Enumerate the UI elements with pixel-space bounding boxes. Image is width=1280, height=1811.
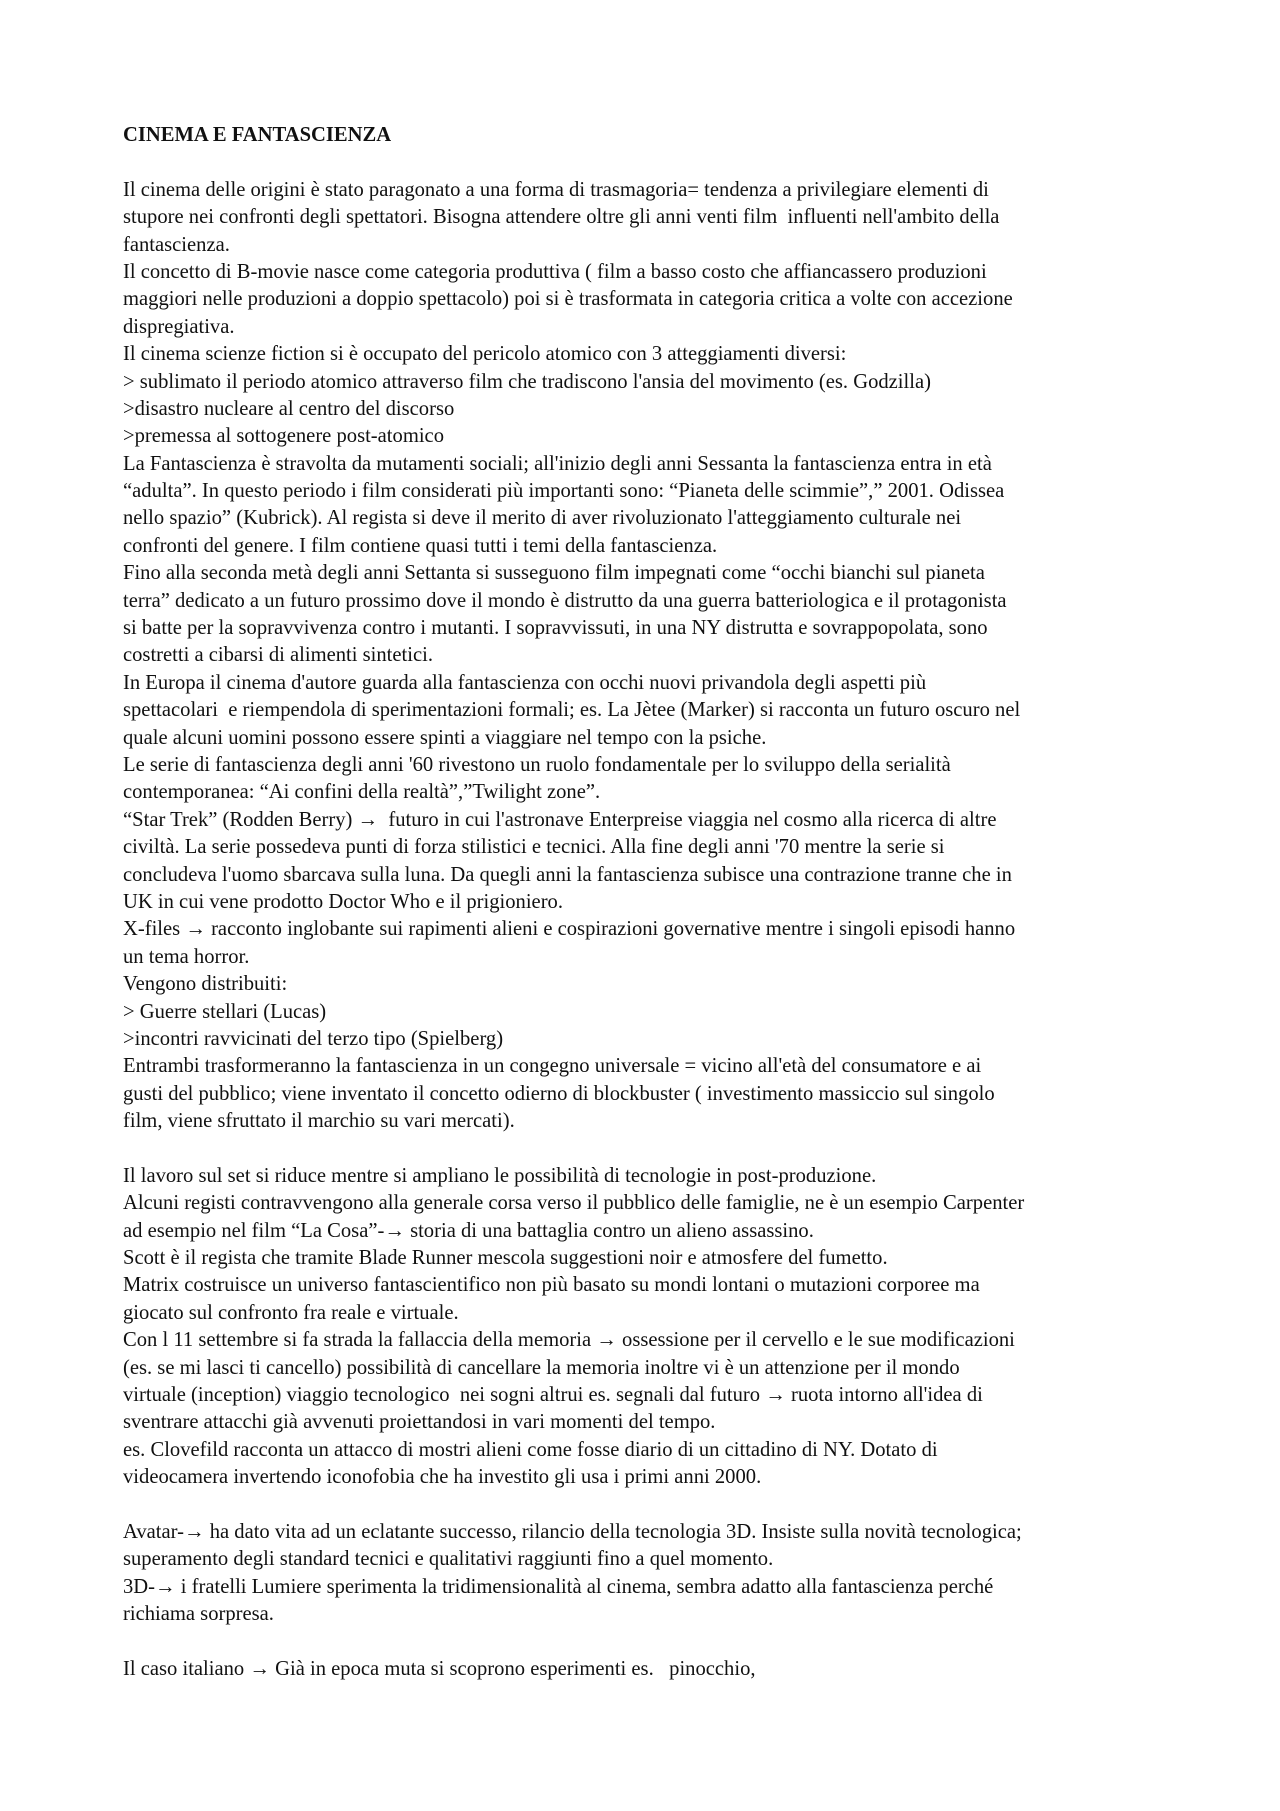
- text-line: Con l 11 settembre si fa strada la fallaccia della memoria → ossessione per il cervello e le sue modificazioni: [123, 1329, 1015, 1352]
- text-line: ad esempio nel film “La Cosa”-→ storia di una battaglia contro un alieno assassino.: [123, 1219, 814, 1242]
- text-line: fantascienza.: [123, 233, 230, 256]
- text-line: X-files → racconto inglobante sui rapimenti alieni e cospirazioni governative mentre i singoli episodi hanno: [123, 918, 1016, 941]
- text-line: In Europa il cinema d'autore guarda alla fantascienza con occhi nuovi privandola degli aspetti più: [123, 671, 927, 694]
- text-line: Il cinema delle origini è stato paragonato a una forma di trasmagoria= tendenza a privilegiare elementi di: [123, 178, 989, 201]
- document-body: [123, 149, 1168, 1683]
- text-line: Vengono distribuiti:: [123, 973, 288, 996]
- text-line: film, viene sfruttato il marchio su vari mercati).: [123, 1110, 515, 1133]
- text-line: un tema horror.: [123, 945, 250, 968]
- text-line: gusti del pubblico; viene inventato il concetto odierno di blockbuster ( investimento massiccio sul singolo: [123, 1082, 995, 1105]
- text-line: >disastro nucleare al centro del discorso: [123, 397, 455, 420]
- text-line: contemporanea: “Ai confini della realtà”,”Twilight zone”.: [123, 781, 601, 804]
- blank-line: [123, 149, 1168, 176]
- text-line: concludeva l'uomo sbarcava sulla luna. Da quegli anni la fantascienza subisce una contrazione tranne che in: [123, 863, 1012, 886]
- text-line: Le serie di fantascienza degli anni '60 rivestono un ruolo fondamentale per lo sviluppo della serialità: [123, 753, 951, 776]
- text-line: stupore nei confronti degli spettatori. Bisogna attendere oltre gli anni venti film influenti nell'ambito della: [123, 206, 1000, 229]
- text-line: richiama sorpresa.: [123, 1603, 274, 1626]
- text-line: Avatar-→ ha dato vita ad un eclatante successo, rilancio della tecnologia 3D. Insiste sulla novità tecnologica;: [123, 1520, 1022, 1543]
- text-line: Il caso italiano → Già in epoca muta si scoprono esperimenti es. pinocchio,: [123, 1657, 756, 1680]
- text-line: > Guerre stellari (Lucas): [123, 1000, 327, 1023]
- text-line: “Star Trek” (Rodden Berry) → futuro in cui l'astronave Enterpreise viaggia nel cosmo alla ricerca di altre: [123, 808, 997, 831]
- text-line: sventrare attacchi già avvenuti proiettandosi in vari momenti del tempo.: [123, 1411, 716, 1434]
- blank-line: [123, 1492, 1168, 1519]
- blank-line: [123, 1135, 1168, 1162]
- text-line: spettacolari e riempendola di sperimentazioni formali; es. La Jètee (Marker) si racconta un futuro oscuro nel: [123, 699, 1021, 722]
- text-line: UK in cui vene prodotto Doctor Who e il prigioniero.: [123, 890, 564, 913]
- text-line: dispregiativa.: [123, 315, 235, 338]
- text-line: (es. se mi lasci ti cancello) possibilità di cancellare la memoria inoltre vi è un attenzione per il mondo: [123, 1356, 960, 1379]
- text-line: Entrambi trasformeranno la fantascienza in un congegno universale = vicino all'età del consumatore e ai: [123, 1055, 982, 1078]
- text-line: giocato sul confronto fra reale e virtuale.: [123, 1301, 459, 1324]
- text-line: civiltà. La serie possedeva punti di forza stilistici e tecnici. Alla fine degli anni '70 mentre la serie si: [123, 836, 945, 859]
- text-line: costretti a cibarsi di alimenti sintetici.: [123, 644, 433, 667]
- text-line: nello spazio” (Kubrick). Al regista si deve il merito di aver rivoluzionato l'atteggiamento culturale nei: [123, 507, 962, 530]
- text-line: Fino alla seconda metà degli anni Settanta si susseguono film impegnati come “occhi bianchi sul pianeta: [123, 562, 985, 585]
- text-line: si batte per la sopravvivenza contro i mutanti. I sopravvissuti, in una NY distrutta e sovrappopolata, sono: [123, 617, 988, 640]
- text-line: virtuale (inception) viaggio tecnologico nei sogni altrui es. segnali dal futuro → ruota intorno all'idea di: [123, 1383, 983, 1406]
- text-line: terra” dedicato a un futuro prossimo dove il mondo è distrutto da una guerra batteriologica e il protagonista: [123, 589, 1007, 612]
- text-line: Scott è il regista che tramite Blade Runner mescola suggestioni noir e atmosfere del fumetto.: [123, 1247, 888, 1270]
- text-line: Il concetto di B-movie nasce come categoria produttiva ( film a basso costo che affiancassero produzioni: [123, 260, 987, 283]
- text-line: 3D-→ i fratelli Lumiere sperimenta la tridimensionalità al cinema, sembra adatto alla fantascienza perché: [123, 1575, 994, 1598]
- text-line: “adulta”. In questo periodo i film considerati più importanti sono: “Pianeta delle scimmie”,” 2001. Odissea: [123, 480, 1005, 503]
- document-title: CINEMA E FANTASCIENZA: [123, 124, 392, 146]
- text-line: Alcuni registi contravvengono alla generale corsa verso il pubblico delle famiglie, ne è un esempio Carpenter: [123, 1192, 1025, 1215]
- document-page: [123, 122, 1168, 1683]
- text-line: maggiori nelle produzioni a doppio spettacolo) poi si è trasformata in categoria critica a volte con accezione: [123, 288, 1013, 311]
- text-line: Il lavoro sul set si riduce mentre si ampliano le possibilità di tecnologie in post-produzione.: [123, 1164, 877, 1187]
- text-line: Matrix costruisce un universo fantascientifico non più basato su mondi lontani o mutazioni corporee ma: [123, 1274, 980, 1297]
- text-line: > sublimato il periodo atomico attraverso film che tradiscono l'ansia del movimento (es. Godzilla): [123, 370, 931, 393]
- text-line: Il cinema scienze fiction si è occupato del pericolo atomico con 3 atteggiamenti diversi:: [123, 343, 847, 366]
- text-line: >incontri ravvicinati del terzo tipo (Spielberg): [123, 1027, 504, 1050]
- text-line: quale alcuni uomini possono essere spinti a viaggiare nel tempo con la psiche.: [123, 726, 767, 749]
- text-line: videocamera invertendo iconofobia che ha investito gli usa i primi anni 2000.: [123, 1466, 762, 1489]
- blank-line: [123, 1628, 1168, 1655]
- text-line: La Fantascienza è stravolta da mutamenti sociali; all'inizio degli anni Sessanta la fantascienza entra in età: [123, 452, 992, 475]
- text-line: superamento degli standard tecnici e qualitativi raggiunti fino a quel momento.: [123, 1548, 774, 1571]
- text-line: >premessa al sottogenere post-atomico: [123, 425, 444, 448]
- text-line: es. Clovefild racconta un attacco di mostri alieni come fosse diario di un cittadino di NY. Dotato di: [123, 1438, 938, 1461]
- text-line: confronti del genere. I film contiene quasi tutti i temi della fantascienza.: [123, 534, 718, 557]
